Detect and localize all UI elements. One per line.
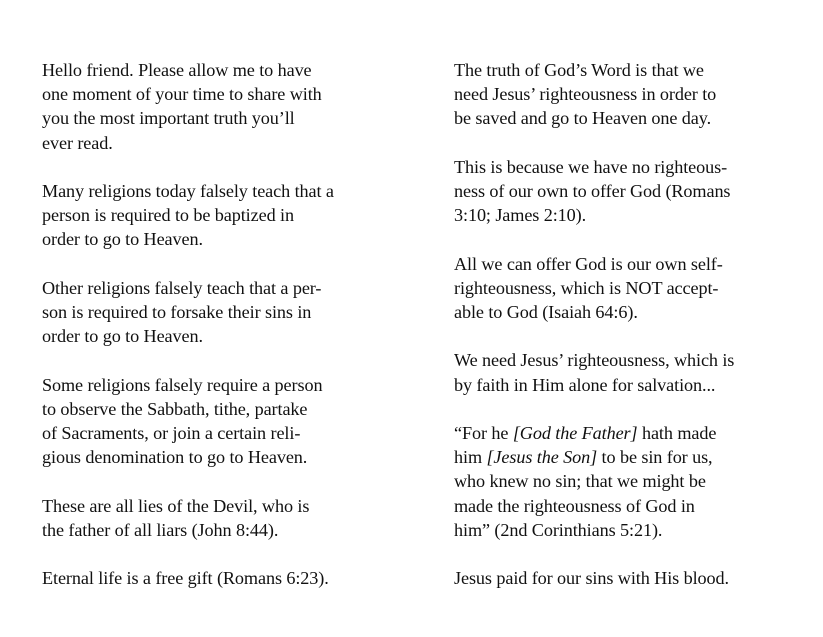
left-column xyxy=(42,58,387,615)
quote-text-3: to be sin for us, who knew no sin; that we might be made the righteousness of God in him” (2nd Corinthians 5:21). xyxy=(454,447,713,540)
scripture-quote xyxy=(454,421,794,542)
quote-text-1: “For he xyxy=(454,422,513,443)
paragraph-baptism: Many religions today falsely teach that a person is required to be baptized in order to go to Heaven. xyxy=(42,181,334,250)
quote-insert-son: [Jesus the Son] xyxy=(486,447,598,468)
paragraph-closing: Jesus paid for our sins with His blood. xyxy=(454,568,729,589)
quote-insert-father: [God the Father] xyxy=(512,422,638,443)
paragraph-free-gift: Eternal life is a free gift (Romans 6:23). xyxy=(42,568,329,589)
paragraph-sabbath: Some religions falsely require a person to observe the Sabbath, tithe, partake of Sacraments, or join a certain reli- gious denomination to go to Heaven. xyxy=(42,374,323,468)
paragraph-forsake-sins: Other religions falsely teach that a per- son is required to forsake their sins in order to go to Heaven. xyxy=(42,277,322,347)
quote-text-2: hath made him xyxy=(454,422,717,468)
paragraph-self-righteousness: All we can offer God is our own self- righteousness, which is NOT accept- able to God (Isaiah 64:6). xyxy=(454,253,723,322)
paragraph-truth: The truth of God’s Word is that we need Jesus’ righteousness in order to be saved and go to Heaven one day. xyxy=(454,60,717,129)
paragraph-lies: These are all lies of the Devil, who is the father of all liars (John 8:44). xyxy=(42,495,310,540)
paragraph-greeting: Hello friend. Please allow me to have one moment of your time to share with you the most important truth you’ll ever read. xyxy=(42,60,322,153)
paragraph-faith: We need Jesus’ righteousness, which is by faith in Him alone for salvation... xyxy=(454,350,735,395)
paragraph-no-righteousness: This is because we have no righteous- ness of our own to offer God (Romans 3:10; James 2:10). xyxy=(454,156,731,226)
right-column xyxy=(454,58,794,615)
